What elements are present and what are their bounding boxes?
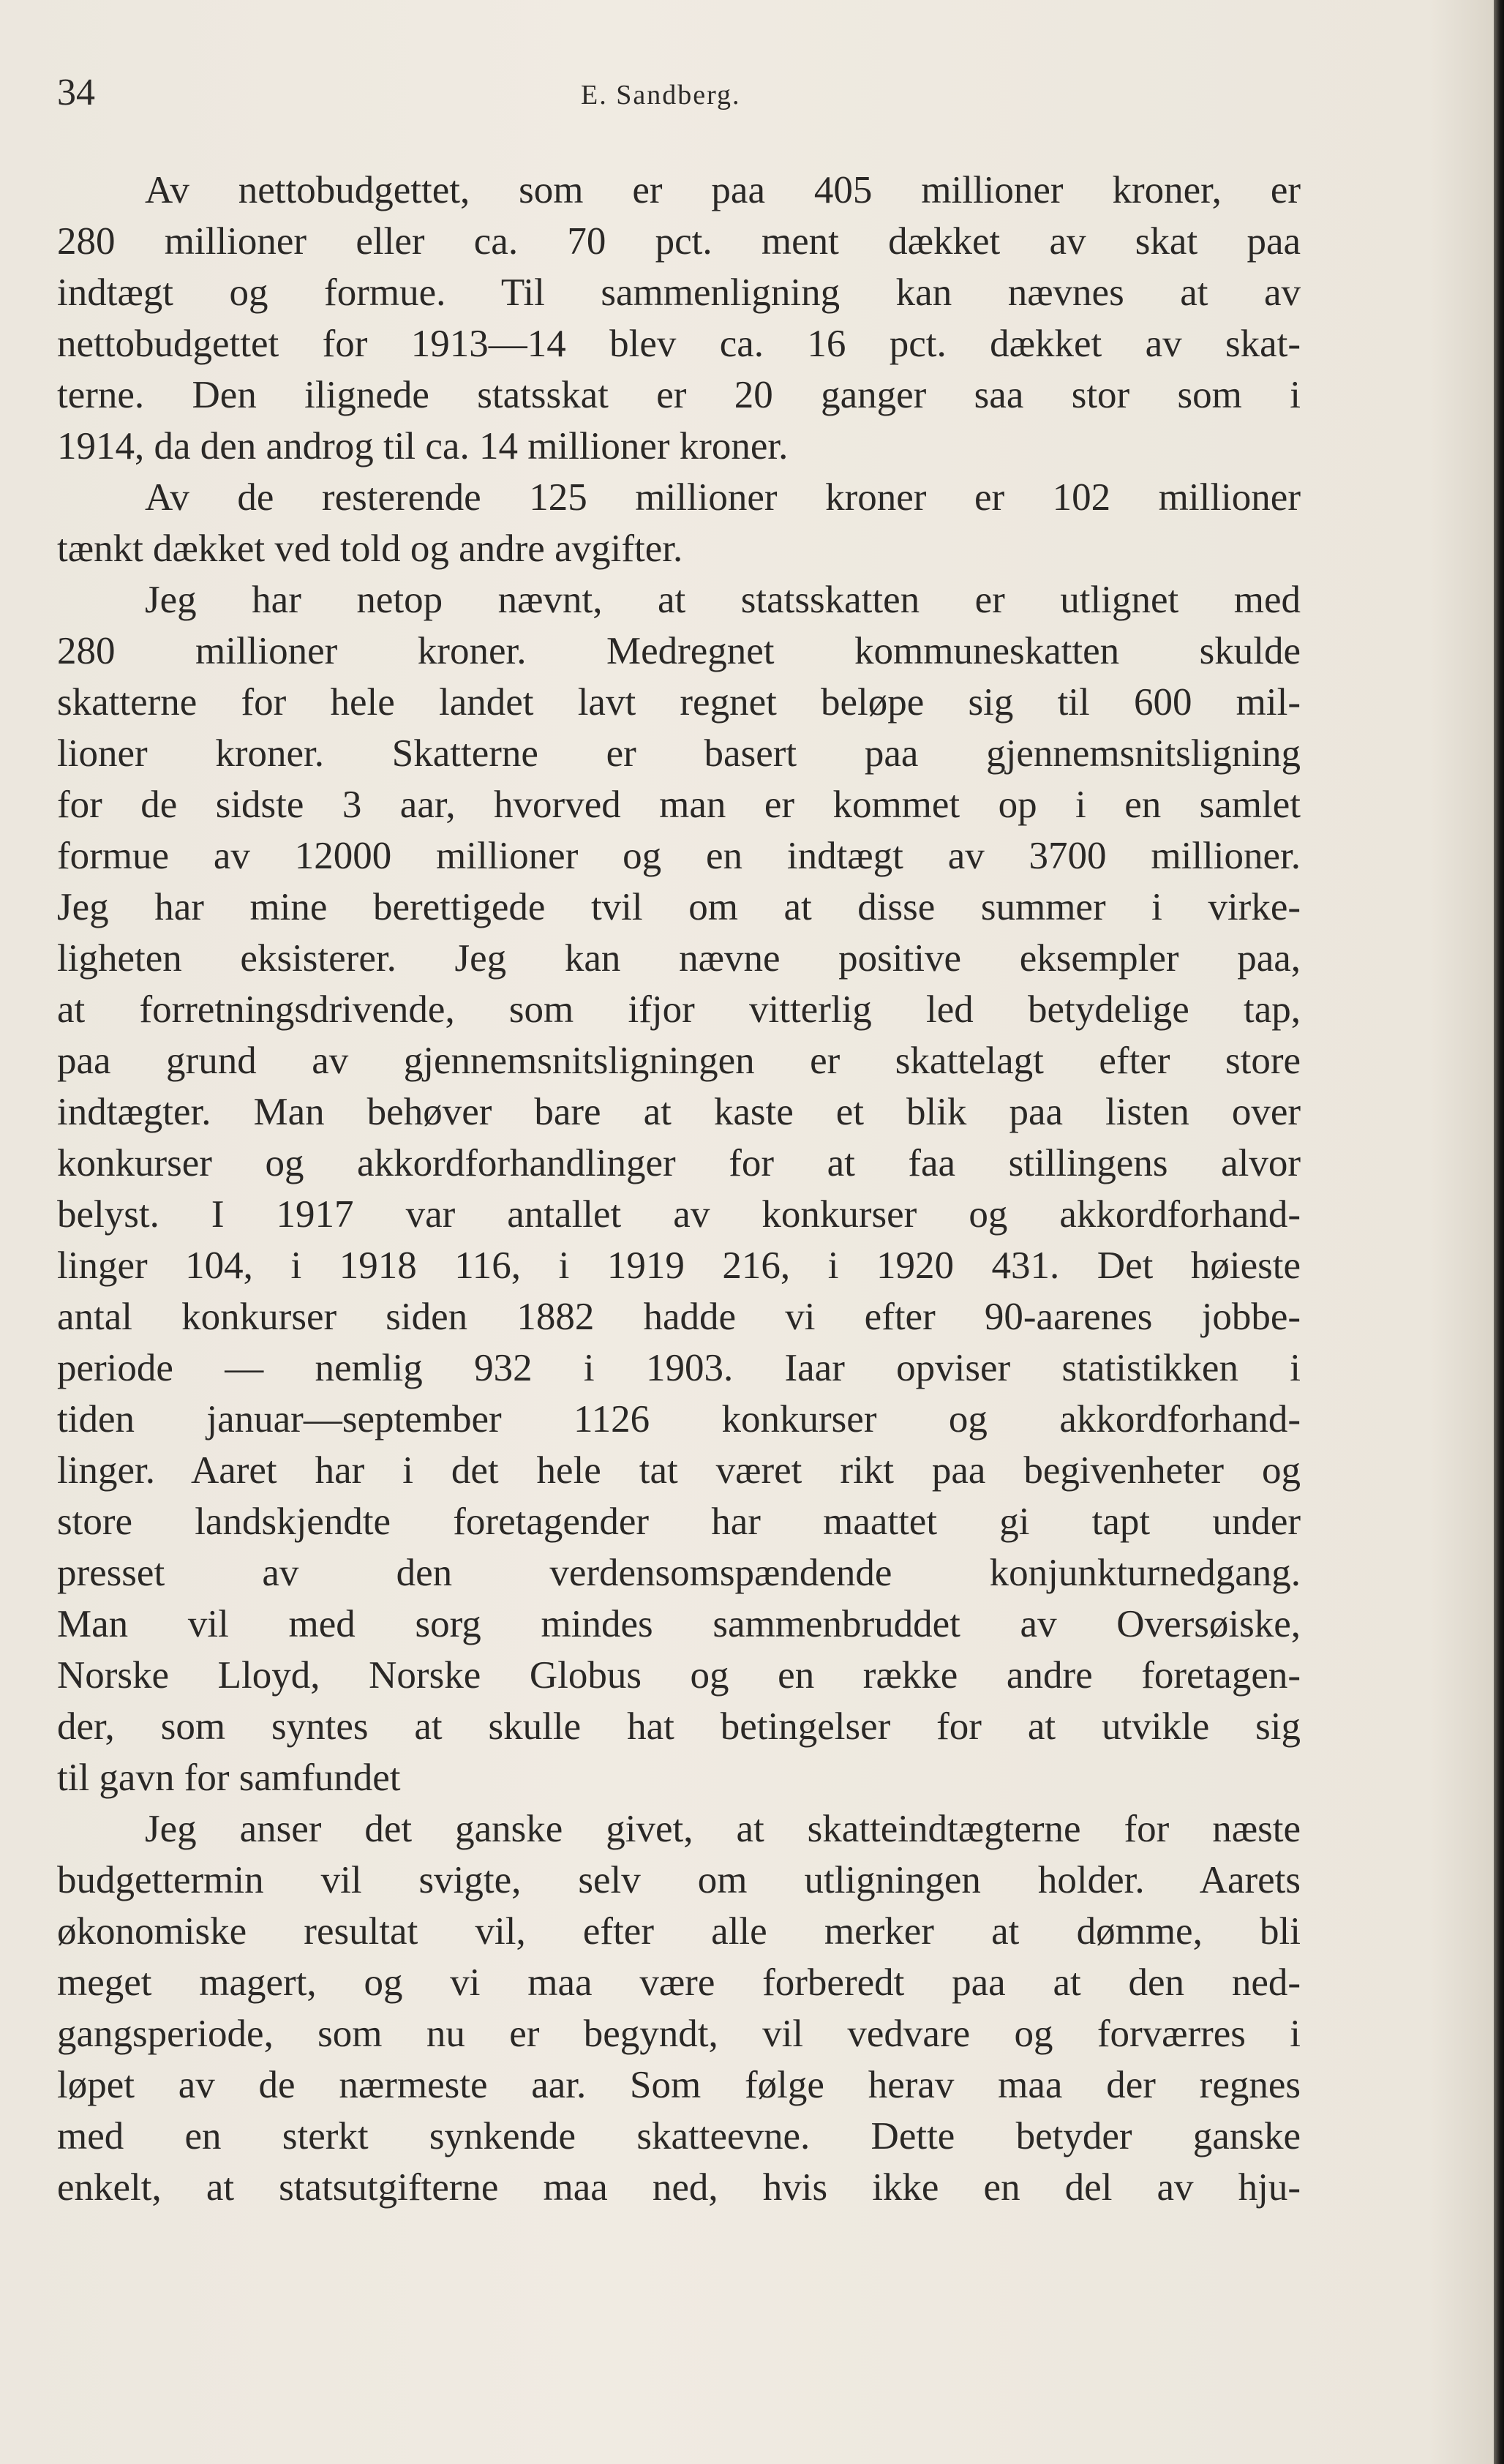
text-line: budgettermin vil svigte, selv om utligningen holder. Aarets [57, 1859, 1301, 1901]
text-line: Av de resterende 125 millioner kroner er 102 millioner [145, 476, 1301, 519]
text-line: paa grund av gjennemsnitsligningen er skattelagt efter store [57, 1040, 1301, 1082]
page-number: 34 [57, 72, 95, 113]
text-line: linger 104, i 1918 116, i 1919 216, i 1920 431. Det høieste [57, 1244, 1301, 1287]
text-line: der, som syntes at skulle hat betingelser for at utvikle sig [57, 1705, 1301, 1748]
text-line: med en sterkt synkende skatteevne. Dette betyder ganske [57, 2115, 1301, 2157]
text-line: til gavn for samfundet [57, 1757, 401, 1799]
text-line: Norske Lloyd, Norske Globus og en række andre foretagen- [57, 1654, 1301, 1697]
text-line: Jeg har mine berettigede tvil om at disse summer i virke- [57, 886, 1301, 928]
text-line: Jeg har netop nævnt, at statsskatten er utlignet med [145, 579, 1301, 621]
text-line: nettobudgettet for 1913—14 blev ca. 16 pct. dækket av skat- [57, 323, 1301, 365]
text-line: tiden januar—september 1126 konkurser og akkordforhand- [57, 1398, 1301, 1441]
text-line: terne. Den ilignede statsskat er 20 ganger saa stor som i [57, 374, 1301, 416]
text-line: gangsperiode, som nu er begyndt, vil vedvare og forværres i [57, 2013, 1301, 2055]
text-line: linger. Aaret har i det hele tat været rikt paa begivenheter og [57, 1449, 1301, 1492]
body-text [57, 165, 1301, 2213]
text-line: Av nettobudgettet, som er paa 405 millioner kroner, er [145, 169, 1301, 211]
text-line: 1914, da den androg til ca. 14 millioner kroner. [57, 425, 789, 467]
text-line: belyst. I 1917 var antallet av konkurser og akkordforhand- [57, 1193, 1301, 1236]
text-line: formue av 12000 millioner og en indtægt av 3700 millioner. [57, 835, 1301, 877]
text-line: enkelt, at statsutgifterne maa ned, hvis ikke en del av hju- [57, 2166, 1301, 2209]
text-line: Jeg anser det ganske givet, at skatteindtægterne for næste [145, 1808, 1301, 1850]
text-line: konkurser og akkordforhandlinger for at faa stillingens alvor [57, 1142, 1301, 1184]
text-line: indtægt og formue. Til sammenligning kan nævnes at av [57, 271, 1301, 314]
text-line: meget magert, og vi maa være forberedt paa at den ned- [57, 1961, 1301, 2004]
text-line: 280 millioner eller ca. 70 pct. ment dækket av skat paa [57, 220, 1301, 263]
text-line: økonomiske resultat vil, efter alle merker at dømme, bli [57, 1910, 1301, 1953]
text-line: store landskjendte foretagender har maattet gi tapt under [57, 1500, 1301, 1543]
running-head: E. Sandberg. [581, 80, 741, 110]
text-line: presset av den verdensomspændende konjunkturnedgang. [57, 1552, 1301, 1594]
text-line: indtægter. Man behøver bare at kaste et blik paa listen over [57, 1091, 1301, 1133]
text-line: lioner kroner. Skatterne er basert paa gjennemsnitsligning [57, 732, 1301, 775]
text-line: løpet av de nærmeste aar. Som følge herav maa der regnes [57, 2064, 1301, 2106]
text-line: antal konkurser siden 1882 hadde vi efter 90-aarenes jobbe- [57, 1296, 1301, 1338]
text-line: ligheten eksisterer. Jeg kan nævne positive eksempler paa, [57, 937, 1301, 980]
text-line: for de sidste 3 aar, hvorved man er kommet op i en samlet [57, 784, 1301, 826]
text-line: periode — nemlig 932 i 1903. Iaar opviser statistikken i [57, 1347, 1301, 1389]
text-line: 280 millioner kroner. Medregnet kommuneskatten skulde [57, 630, 1301, 672]
text-line: at forretningsdrivende, som ifjor vitterlig led betydelige tap, [57, 988, 1301, 1031]
text-line: Man vil med sorg mindes sammenbruddet av Oversøiske, [57, 1603, 1301, 1645]
text-line: tænkt dækket ved told og andre avgifter. [57, 527, 683, 570]
page-binding-edge [1494, 0, 1504, 2464]
page-header [57, 67, 1301, 119]
text-line: skatterne for hele landet lavt regnet beløpe sig til 600 mil- [57, 681, 1301, 724]
